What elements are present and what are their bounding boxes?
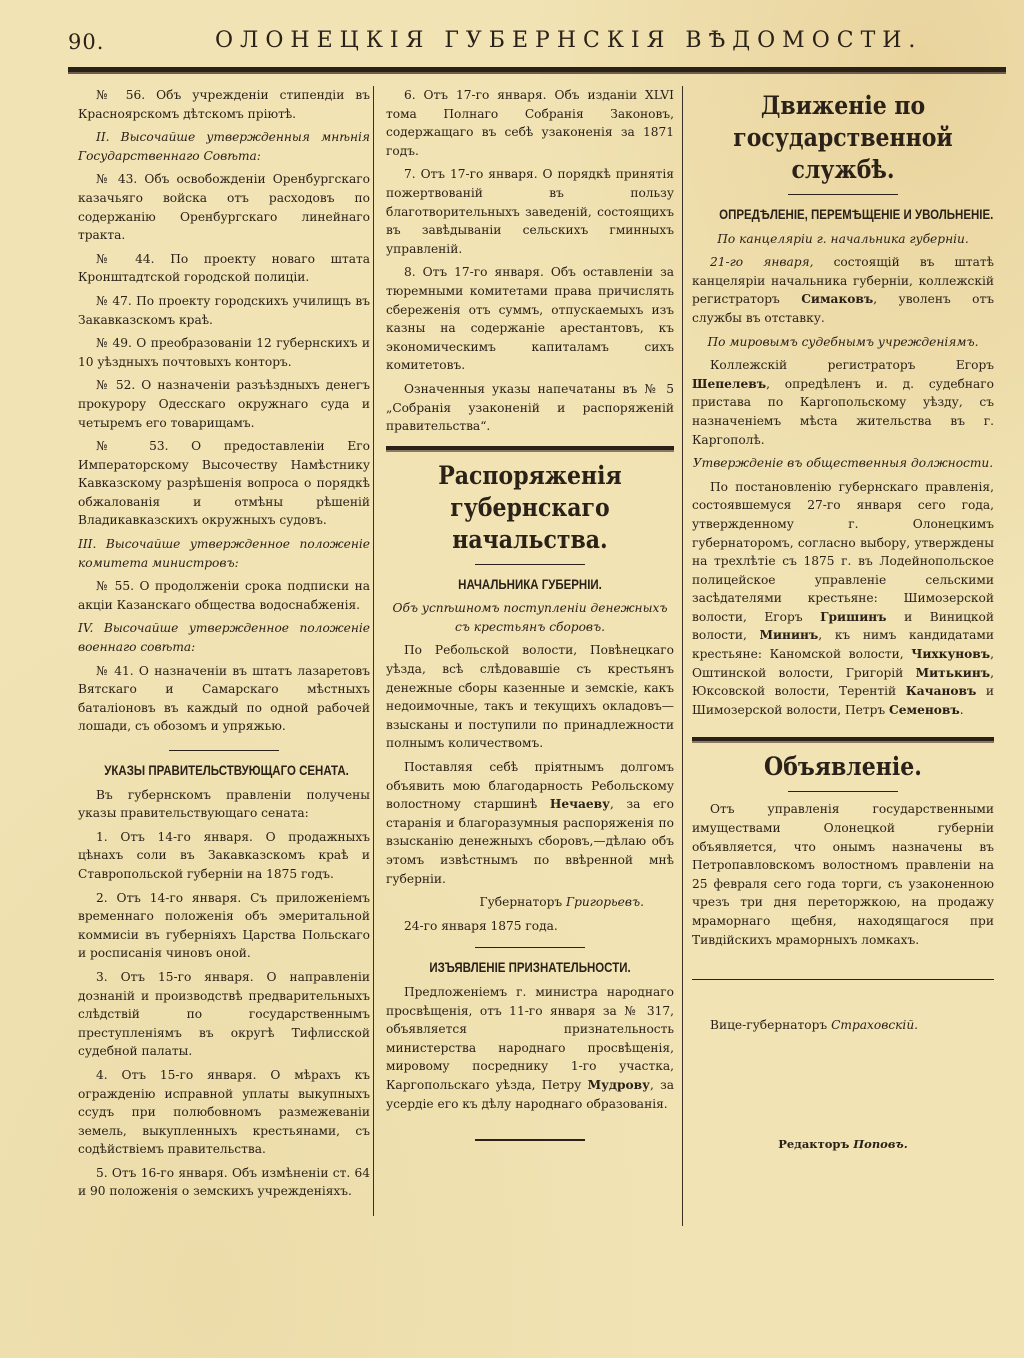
paragraph <box>692 253 994 327</box>
editor-title: Редакторъ <box>778 1136 854 1151</box>
text: и Шимозерской волости, Петръ <box>692 684 994 717</box>
signature-title: Губернаторъ <box>479 895 567 910</box>
separator <box>475 947 585 948</box>
separator <box>788 194 898 195</box>
signature-name: Григорьевъ. <box>566 895 644 910</box>
decree-item: 5. Отъ 16-го января. Объ измѣненіи ст. 64 и 90 положенія о земскихъ учрежденіяхъ. <box>78 1165 370 1199</box>
decree-item: 3. Отъ 15-го января. О направленіи дознаній и производствѣ предварительныхъ слѣдствій по государственнымъ преступленіямъ въ округѣ Тифлисской судебной палаты. <box>78 969 370 1059</box>
text: Предложеніемъ г. министра народнаго просвѣщенія, отъ 11-го января за № 317, объявляется признательность министерства народнаго просвѣщенія, мировому посреднику 1-го участка, Каргопольскаго уѣзда, Петру <box>386 984 674 1092</box>
text: Коллежскій регистраторъ Егоръ <box>710 358 994 373</box>
paragraph <box>692 478 994 720</box>
decree-item: 6. Отъ 17-го января. Объ изданіи XLVI тома Полнаго Собранія Законовъ, содержащаго въ себѣ узаконенія за 1871 годъ. <box>386 88 674 158</box>
decree-item: 2. Отъ 14-го января. Съ приложеніемъ временнаго положенія объ эмеритальной коммисіи въ губерніяхъ Царства Польскаго и росписанія чиновъ оной. <box>78 890 370 961</box>
text: . <box>959 702 964 717</box>
paragraph <box>386 758 674 888</box>
text: Поставляя себѣ пріятнымъ долгомъ объявить мою благодарность Ребольскому волостному старшинѣ <box>386 760 674 812</box>
section-heading: IV. Высочайше утвержденное положеніе военнаго совѣта: <box>78 621 370 655</box>
decree-item: 8. Отъ 17-го января. Объ оставленіи за тюремными комитетами права причислять сбереженія отъ суммъ, отпускаемыхъ изъ казны на содержаніе арестантовъ, къ экономическимъ капиталамъ сихъ комитетовъ. <box>386 265 674 373</box>
governor-heading: НАЧАЛЬНИКА ГУБЕРНІИ. <box>458 575 602 592</box>
subheading: Утвержденіе въ общественныя должности. <box>692 456 994 471</box>
law-item: № 43. Объ освобожденіи Оренбургскаго казачьяго войска отъ расходовъ по содержанію Оренбургскаго линейнаго тракта. <box>78 172 370 243</box>
person-name: Гришинъ <box>820 609 887 624</box>
column-left <box>78 86 370 1206</box>
signature <box>692 1016 994 1035</box>
person-name: Чихкуновъ <box>911 647 991 662</box>
person-name: Нечаеву <box>549 797 610 812</box>
person-name: Шепелевъ <box>692 376 767 391</box>
text: , Оштинской волости, Григорій <box>692 647 994 680</box>
law-item: № 56. Объ учрежденіи стипендіи въ Красноярскомъ дѣтскомъ пріютѣ. <box>78 88 370 121</box>
law-item: № 47. По проекту городскихъ училищъ въ Закавказскомъ краѣ. <box>78 293 370 327</box>
text: , за усердіе его къ дѣлу народнаго образованія. <box>386 1077 674 1111</box>
section-heading: II. Высочайше утвержденныя мнѣнія Государственнаго Совѣта: <box>78 130 370 163</box>
subheading: Объ успѣшномъ поступленіи денежныхъ съ крестьянъ сборовъ. <box>392 601 668 634</box>
signature-name: Страховскій. <box>831 1018 919 1033</box>
paragraph <box>386 983 674 1113</box>
law-item: № 44. По проекту новаго штата Кронштадтской городской полиціи. <box>78 251 370 285</box>
civil-service-heading: Движеніе по государственной службѣ. <box>733 91 953 184</box>
person-name: Мудрову <box>587 1077 650 1092</box>
decree-item: 1. Отъ 14-го января. О продажныхъ цѣнахъ соли въ Закавказскомъ краѣ и Ставропольской губерніи на 1875 годъ. <box>78 829 370 881</box>
separator <box>475 564 585 565</box>
editor-line <box>692 1135 994 1154</box>
text: По постановленію губернскаго правленія, состоявшемуся 27-го января сего года, утвержденному г. Олонецкимъ губернаторомъ, согласно выбору, утверждены на трехлѣтіе съ 1875 г. въ Лодейнопольское полицейское управленіе сельскими засѣдателями крестьяне: Шимозерской волости, Егоръ <box>692 479 994 624</box>
law-item: № 52. О назначеніи разъѣздныхъ денегъ прокурору Одесскаго окружнаго суда и четыремъ его товарищамъ. <box>78 378 370 430</box>
column-right <box>692 86 994 1158</box>
editor-name: Поповъ. <box>853 1136 908 1151</box>
column-divider <box>373 86 374 1216</box>
law-item: № 53. О предоставленіи Его Императорскому Высочеству Намѣстнику Кавказскому разрѣшенія вопроса о порядкѣ обжалованія и отмѣны рѣшеній Владикавказскихъ окружныхъ судовъ. <box>78 439 370 528</box>
person-name: Мининъ <box>759 628 819 643</box>
signature-title: Вице-губернаторъ <box>710 1018 832 1033</box>
section-rule <box>692 737 994 741</box>
masthead-rule <box>68 67 1006 72</box>
law-item: № 49. О преобразованіи 12 губернскихъ и 10 уѣздныхъ почтовыхъ конторъ. <box>78 336 370 369</box>
person-name: Семеновъ <box>889 702 960 717</box>
law-item: № 55. О продолженіи срока подписки на акціи Казанскаго общества водоснабженія. <box>78 579 370 612</box>
text: состоящій въ штатѣ канцеляріи начальника губерніи, коллежскій регистраторъ <box>692 255 994 307</box>
separator <box>475 1139 585 1141</box>
person-name: Митькинъ <box>915 665 991 680</box>
orders-heading: Распоряженія губернскаго начальства. <box>438 460 622 554</box>
separator <box>169 750 279 751</box>
masthead-title: ОЛОНЕЦКІЯ ГУБЕРНСКІЯ ВѢДОМОСТИ. <box>215 28 923 53</box>
law-item: № 41. О назначеніи въ штатъ лазаретовъ Вятскаго и Самарскаго мѣстныхъ баталіоновъ въ каждый по одной рабочей лошади, съ обозомъ и упряжью. <box>78 663 370 734</box>
paragraph <box>692 356 994 449</box>
text: , уволенъ отъ службы въ отставку. <box>692 292 994 325</box>
signature <box>386 893 674 912</box>
page-number: 90. <box>68 30 105 54</box>
text: , къ нимъ кандидатами крестьяне: Каномской волости, <box>692 628 994 662</box>
paragraph: Отъ управленія государственными имуществами Олонецкой губерніи объявляется, что онымъ назначены въ Петропавловскомъ волостномъ правленіи на 25 февраля сего года торги, съ узаконенною чрезъ три дня переторжкою, на продажу мраморнаго щебня, находящагося при Тивдійскихъ мраморныхъ ломкахъ. <box>692 802 994 947</box>
decree-item: 4. Отъ 15-го января. О мѣрахъ къ огражденію исправной уплаты выкупныхъ ссудъ при полюбовномъ размежеваніи земель, выкупленныхъ крестьянами, съ содѣйствіемъ правительства. <box>78 1067 370 1157</box>
separator <box>788 791 898 792</box>
text: и Виницкой волости, <box>692 609 994 643</box>
date-line: 24-го января 1875 года. <box>404 918 558 933</box>
subheading: По канцеляріи г. начальника губерніи. <box>717 231 969 246</box>
recognition-heading: ИЗЪЯВЛЕНІЕ ПРИЗНАТЕЛЬНОСТИ. <box>429 959 631 976</box>
senate-decrees-heading: УКАЗЫ ПРАВИТЕЛЬСТВУЮЩАГО СЕНАТА. <box>104 762 349 778</box>
subheading: По мировымъ судебнымъ учрежденіямъ. <box>707 334 979 349</box>
date: 21-го января, <box>710 255 814 270</box>
section-heading: III. Высочайше утвержденное положеніе комитета министровъ: <box>78 537 370 570</box>
text: , Юксовской волости, Терентій <box>692 665 994 699</box>
paragraph: Означенныя указы напечатаны въ № 5 „Собранія узаконеній и распоряженій правительства“. <box>386 381 674 434</box>
paragraph: По Ребольской волости, Повѣнецкаго уѣзда, всѣ слѣдовавшіе съ крестьянъ денежные сборы казенные и земскіе, какъ недоимочные, такъ и текущихъ окладовъ—взысканы и поступили по принадлежности полнымъ количествомъ. <box>386 643 674 751</box>
announcement-heading: Объявленіе. <box>764 752 922 782</box>
paragraph: Въ губернскомъ правленіи получены указы правительствующаго сената: <box>78 787 370 821</box>
appointments-heading: ОПРЕДѢЛЕНІЕ, ПЕРЕМѢЩЕНІЕ И УВОЛЬНЕНІЕ. <box>719 206 994 222</box>
decree-item: 7. Отъ 17-го января. О порядкѣ принятія пожертвованій въ пользу благотворительныхъ заведеній, состоящихъ въ завѣдываніи сельскихъ гминныхъ управленій. <box>386 167 674 256</box>
text: , опредѣленъ и. д. судебнаго пристава по Каргопольскому уѣзду, съ назначеніемъ мѣста жительства въ г. Каргополѣ. <box>692 376 994 447</box>
person-name: Симаковъ <box>801 292 874 307</box>
column-divider <box>682 86 683 1226</box>
person-name: Качановъ <box>905 684 977 699</box>
separator <box>692 979 994 980</box>
text: , за его старанія и благоразумныя распоряженія по взысканію денежныхъ сборовъ,—дѣлаю объ этомъ извѣстнымъ по ввѣренной мнѣ губерніи. <box>386 797 674 886</box>
column-middle <box>386 86 674 1149</box>
section-rule <box>386 446 674 450</box>
